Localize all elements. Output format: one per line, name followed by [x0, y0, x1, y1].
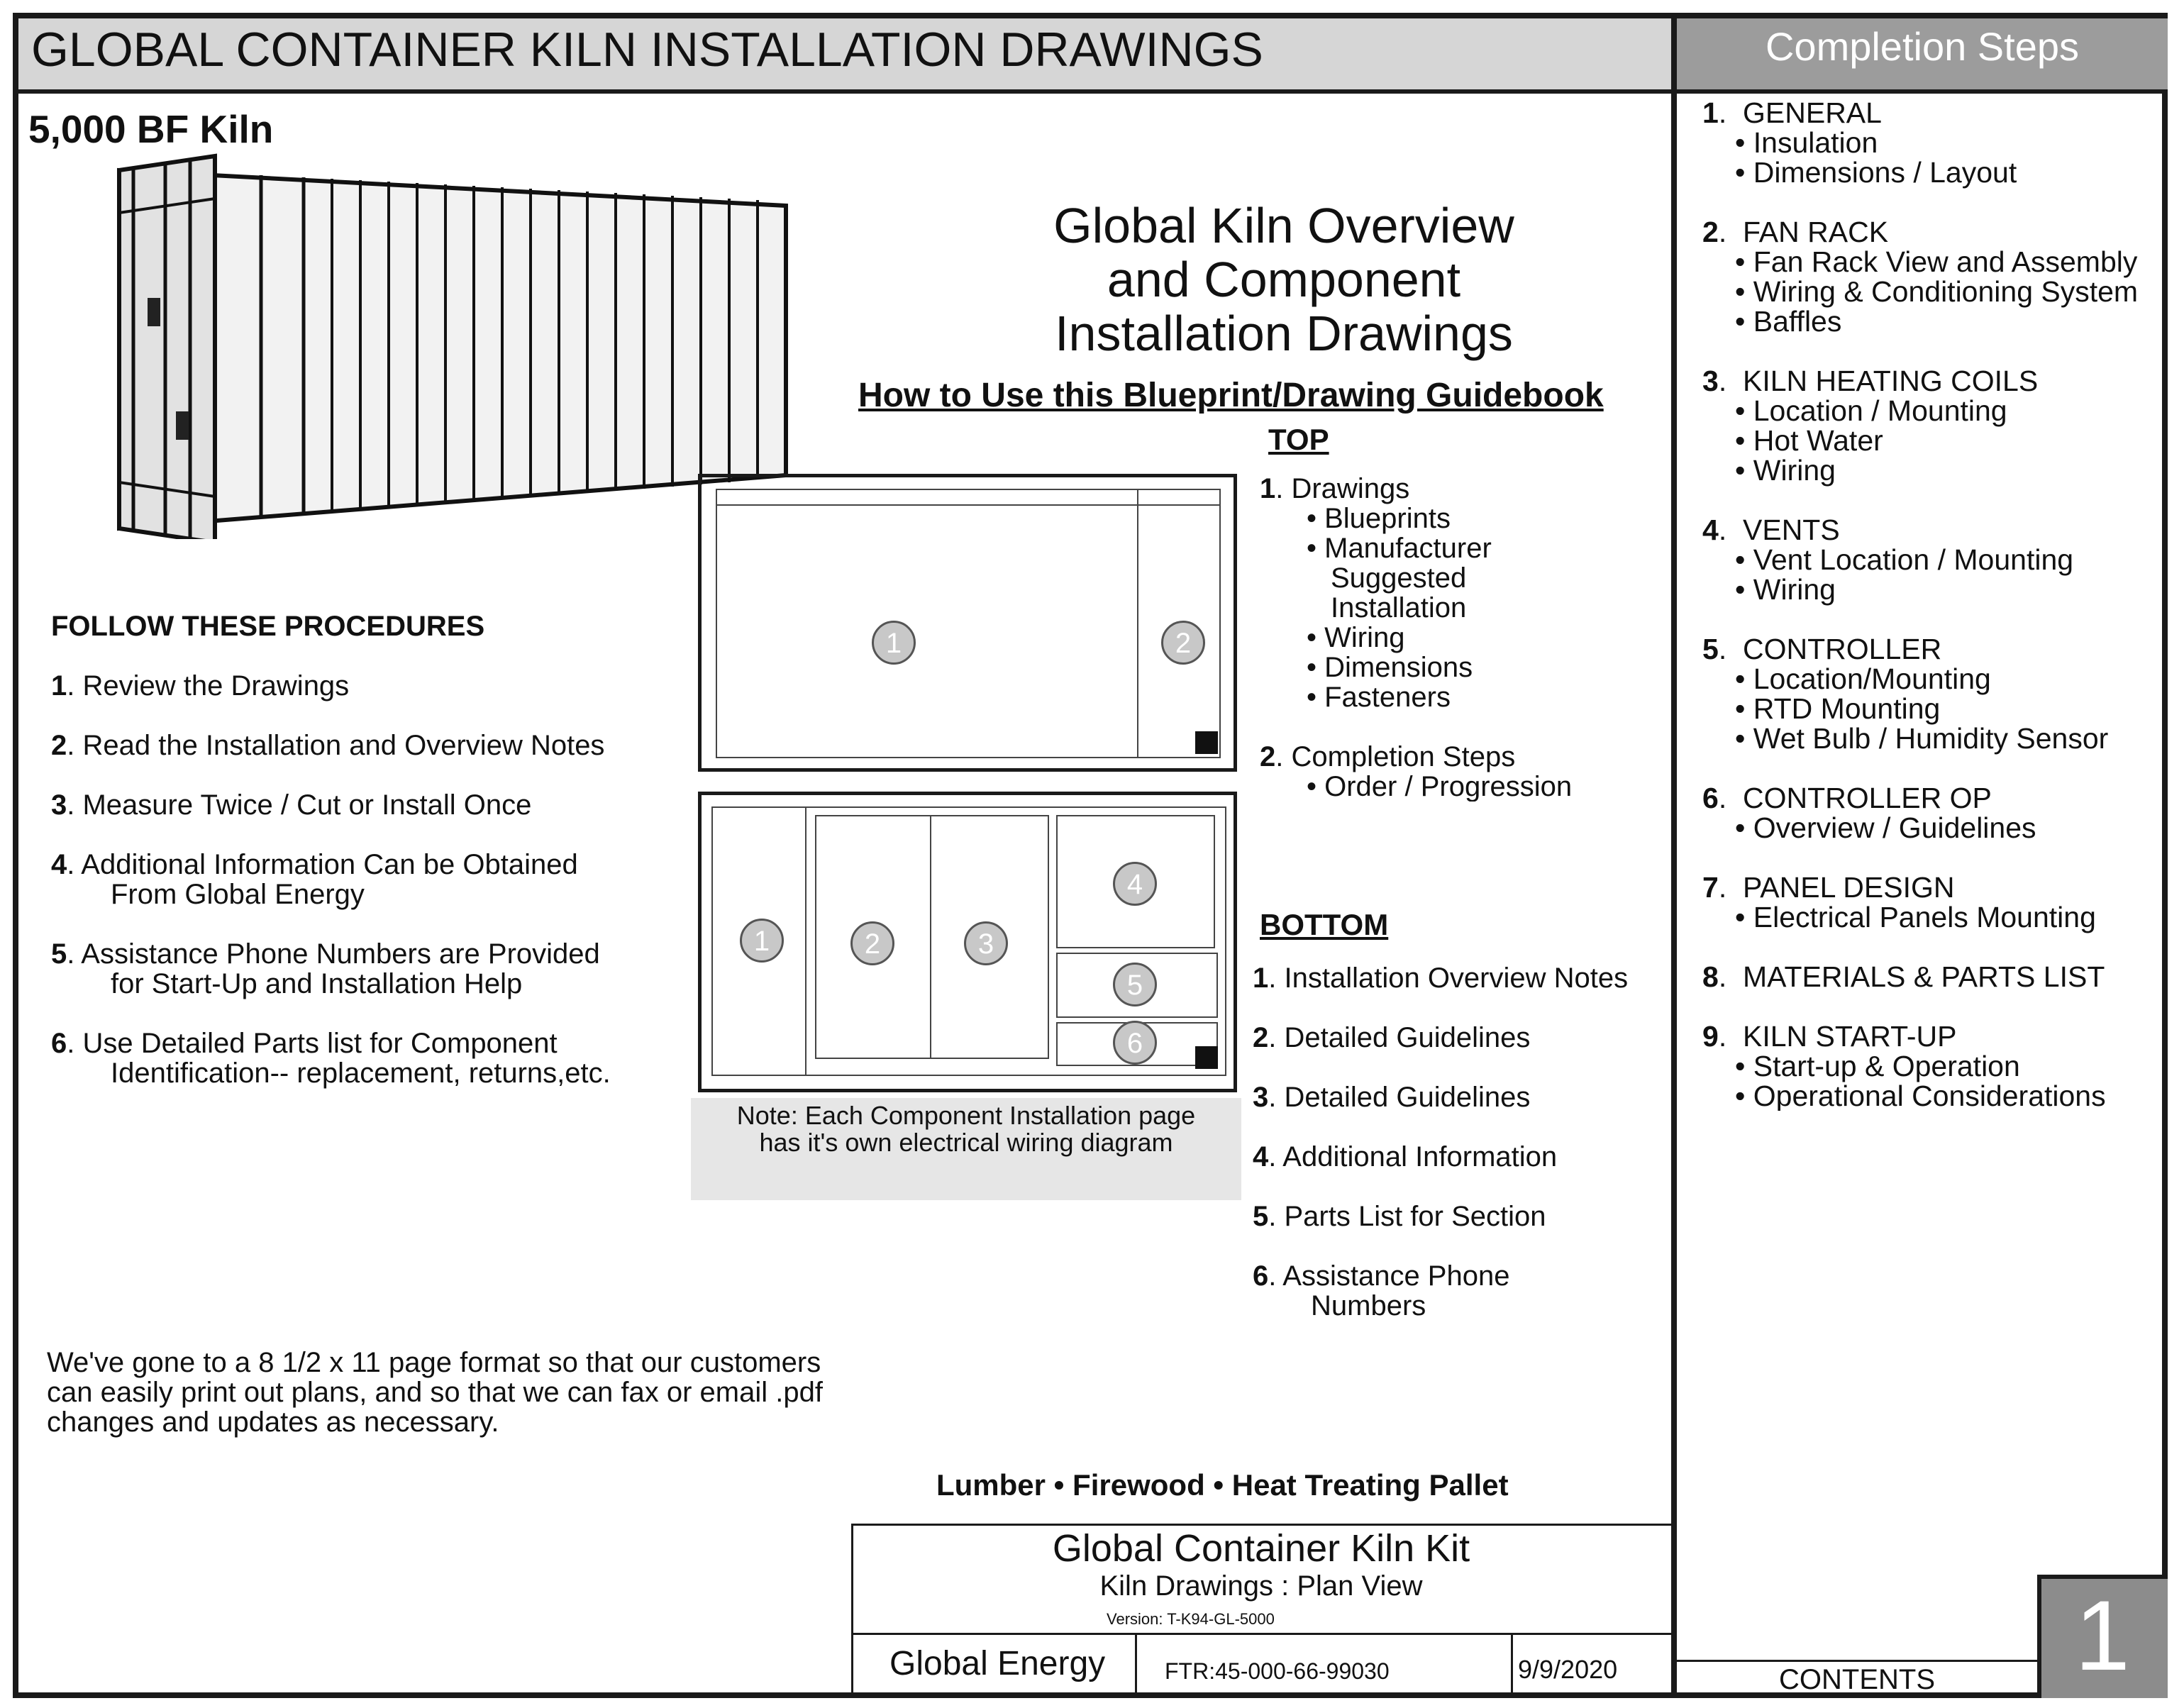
bottom-section-item: 4. Additional Information [1253, 1141, 1558, 1172]
drawing-date: 9/9/2020 [1518, 1655, 1618, 1684]
bottom-section-item: 5. Parts List for Section [1253, 1201, 1546, 1232]
procedures-title: FOLLOW THESE PROCEDURES [51, 611, 485, 642]
completion-step-sub: • Electrical Panels Mounting [1735, 901, 2096, 933]
completion-step-sub: • Wiring [1735, 573, 1836, 606]
page-top-diagram [698, 474, 1237, 772]
completion-step: 9. KILN START-UP [1702, 1020, 1957, 1053]
bottom-section-item: 1. Installation Overview Notes [1253, 963, 1629, 994]
diagram-header-line [716, 504, 1221, 506]
completion-step: 8. MATERIALS & PARTS LIST [1702, 960, 2105, 993]
procedures-section [51, 611, 689, 1118]
completion-step-sub: • Operational Considerations [1735, 1080, 2106, 1111]
overview-title [922, 199, 1646, 360]
bottom-section-item: 3. Detailed Guidelines [1253, 1082, 1531, 1113]
top-sub-order: • Order / Progression [1307, 771, 1573, 802]
bottom-section-item: 2. Detailed Guidelines [1253, 1022, 1531, 1053]
page-number-box-marker [1195, 1046, 1218, 1069]
completion-step-sub: • RTD Mounting [1735, 692, 1941, 725]
contents-divider [1677, 1660, 2037, 1662]
wiring-note-line-1: Note: Each Component Installation page [736, 1101, 1196, 1130]
top-sub-blueprints: • Blueprints [1307, 503, 1451, 534]
completion-step-sub: • Vent Location / Mounting [1735, 543, 2074, 576]
completion-step: 4. VENTS [1702, 514, 1840, 546]
top-sub-wiring: • Wiring [1307, 622, 1405, 653]
diagram-column-line [930, 815, 931, 1059]
overview-title-line-1: Global Kiln Overview [1053, 198, 1514, 253]
page-title: GLOBAL CONTAINER KILN INSTALLATION DRAWINGS [31, 23, 1263, 77]
procedure-item: 4. Additional Information Can be Obtained From Global Energy [51, 849, 578, 910]
completion-step-sub: • Start-up & Operation [1735, 1050, 2020, 1082]
procedure-item: 5. Assistance Phone Numbers are Provided for Start-Up and Installation Help [51, 938, 600, 999]
completion-step: 1. GENERAL [1702, 98, 1882, 129]
page-format-note [47, 1348, 898, 1437]
wiring-note [691, 1098, 1241, 1200]
top-item-drawings: 1. Drawings [1260, 474, 1410, 504]
top-sub-dimensions: • Dimensions [1307, 652, 1473, 683]
diagram-marker: 6 [1113, 1021, 1157, 1065]
title-block-divider [851, 1633, 1671, 1635]
kit-subtitle: Kiln Drawings : Plan View [1099, 1570, 1423, 1602]
diagram-marker: 4 [1113, 862, 1157, 906]
completion-step: 6. CONTROLLER OP [1702, 782, 1992, 814]
diagram-marker: 5 [1113, 963, 1157, 1006]
page-format-note-line-1: We've gone to a 8 1/2 x 11 page format so that our customers [47, 1347, 821, 1378]
page-format-note-line-3: changes and updates as necessary. [47, 1407, 499, 1438]
top-sub-suggested: Suggested [1331, 562, 1467, 594]
shipping-container-illustration [91, 142, 800, 539]
company-name: Global Energy [889, 1645, 1106, 1682]
completion-step-sub: • Hot Water [1735, 424, 1883, 457]
page-format-note-line-2: can easily print out plans, and so that we can fax or email .pdf [47, 1377, 823, 1408]
procedure-item: 1. Review the Drawings [51, 670, 350, 702]
bottom-section-list [1253, 963, 1628, 1351]
completion-step-sub: • Location/Mounting [1735, 662, 1991, 695]
page-number: 1 [2075, 1580, 2130, 1691]
completion-step: 7. PANEL DESIGN [1702, 871, 1955, 904]
completion-step-sub: • Overview / Guidelines [1735, 811, 2036, 844]
bottom-section-label: BOTTOM [1260, 908, 1389, 941]
procedure-item: 3. Measure Twice / Cut or Install Once [51, 789, 532, 821]
completion-step-sub: • Wet Bulb / Humidity Sensor [1735, 722, 2109, 755]
wiring-note-line-2: has it's own electrical wiring diagram [759, 1128, 1173, 1157]
overview-title-line-2: and Component [1107, 252, 1461, 307]
top-sub-manufacturer: • Manufacturer [1307, 533, 1492, 564]
title-block-divider [1511, 1633, 1513, 1698]
product-tagline: Lumber • Firewood • Heat Treating Pallet [936, 1468, 1509, 1502]
diagram-marker: 2 [1161, 621, 1205, 665]
ftr-number: FTR:45-000-66-99030 [1165, 1658, 1390, 1684]
kit-title: Global Container Kiln Kit [1052, 1527, 1470, 1570]
completion-step: 2. FAN RACK [1702, 216, 1889, 248]
completion-step-sub: • Dimensions / Layout [1735, 156, 2017, 189]
top-section-list [1260, 474, 1579, 802]
diagram-marker: 2 [850, 921, 894, 965]
completion-step: 5. CONTROLLER [1702, 633, 1942, 665]
top-section-label: TOP [1268, 423, 1329, 456]
how-to-use-heading: How to Use this Blueprint/Drawing Guidebook [858, 377, 1604, 414]
diagram-marker: 1 [872, 621, 916, 665]
completion-step-sub: • Location / Mounting [1735, 394, 2007, 427]
completion-steps-title: Completion Steps [1765, 24, 2079, 69]
completion-step-sub: • Baffles [1735, 305, 1842, 338]
top-sub-fasteners: • Fasteners [1307, 682, 1451, 713]
page-bottom-diagram [698, 792, 1237, 1092]
overview-title-line-3: Installation Drawings [1055, 306, 1513, 361]
completion-step-sub: • Wiring [1735, 454, 1836, 487]
completion-step-sub: • Wiring & Conditioning System [1735, 275, 2139, 308]
diagram-inner-frame [716, 489, 1221, 758]
diagram-panel-box [815, 815, 1049, 1059]
completion-step-sub: • Insulation [1735, 126, 1878, 159]
diagram-marker: 3 [964, 921, 1008, 965]
contents-label: CONTENTS [1779, 1664, 1935, 1695]
procedure-item: 6. Use Detailed Parts list for Component Identification-- replacement, returns,etc. [51, 1028, 611, 1089]
version-label: Version: T-K94-GL-5000 [1107, 1610, 1275, 1628]
diagram-column-line [1137, 489, 1138, 758]
diagram-column-line [805, 806, 806, 1076]
diagram-marker: 1 [740, 919, 784, 963]
bottom-section-item: 6. Assistance Phone Numbers [1253, 1260, 1510, 1321]
top-item-completion-steps: 2. Completion Steps [1260, 741, 1516, 772]
page-number-box-marker [1195, 731, 1218, 754]
completion-step: 3. KILN HEATING COILS [1702, 365, 2039, 397]
completion-step-sub: • Fan Rack View and Assembly [1735, 245, 2138, 278]
column-divider [1671, 13, 1677, 1698]
title-block-divider [1135, 1633, 1137, 1698]
kiln-size-label: 5,000 BF Kiln [28, 107, 274, 151]
procedure-item: 2. Read the Installation and Overview Notes [51, 730, 605, 761]
completion-steps-list [1702, 98, 2156, 1111]
top-sub-installation: Installation [1331, 592, 1467, 623]
